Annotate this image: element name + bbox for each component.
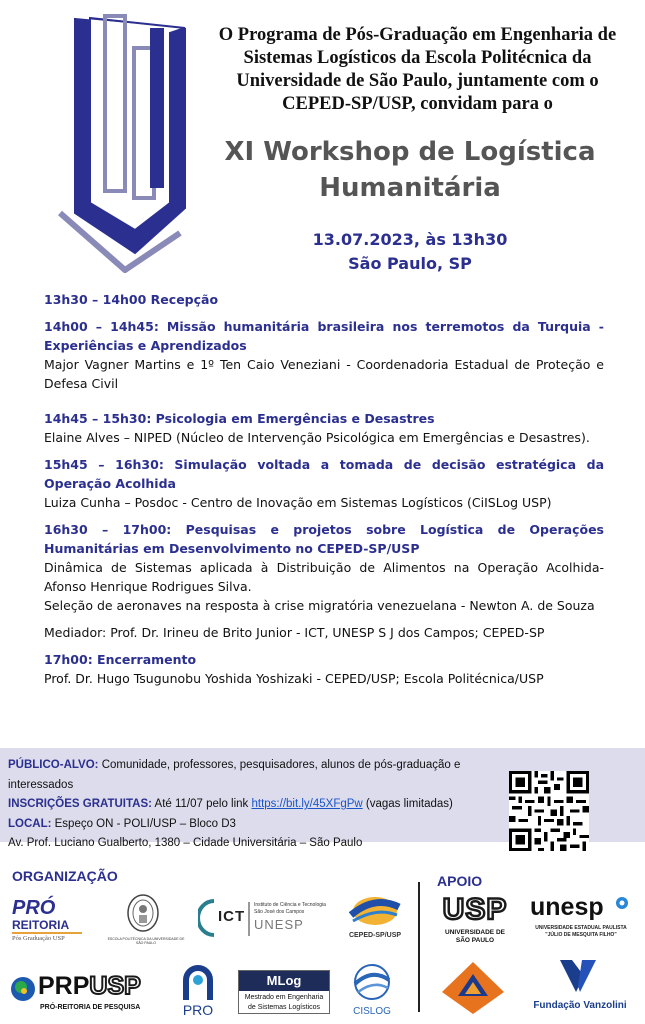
mlog-mark: MLog (239, 971, 329, 991)
program-item-speaker: Elaine Alves – NIPED (Núcleo de Intervenção Psicológica em Emergências e Desastres). (44, 430, 590, 445)
ict-separator (248, 902, 250, 936)
unesp-logo (528, 893, 634, 943)
unesp-star-icon (614, 895, 630, 911)
program-item-2 (44, 409, 604, 447)
program-schedule (44, 290, 604, 696)
pro-reitoria-mark: PRÓ (12, 897, 56, 919)
program-mediator: Mediador: Prof. Dr. Irineu de Brito Junior - ICT, UNESP S J dos Campos; CEPED-SP (44, 625, 545, 640)
pro-caption: PRO (182, 1002, 214, 1018)
ict-text1: Instituto de Ciência e Tecnologia (254, 902, 326, 908)
fundacao-vanzolini-logo (524, 958, 636, 1018)
cislog-caption: CISLOG (353, 1006, 391, 1017)
registration-note: (vagas limitadas) (362, 798, 453, 810)
audience-label: PÚBLICO-ALVO: (8, 759, 99, 771)
cislog-globe-icon (350, 962, 394, 1004)
prp-mark-prp: PRP (38, 972, 90, 1000)
ceped-logo (340, 893, 410, 945)
program-item-3 (44, 455, 604, 512)
unesp-caption1: UNIVERSIDADE ESTADUAL PAULISTA (535, 925, 627, 931)
ict-unesp-logo (198, 898, 330, 942)
program-item-speaker: Major Vagner Martins e 1º Ten Caio Veneziani - Coordenadoria Estadual de Proteção e Defesa Civil (44, 357, 604, 391)
pro-reitoria-pos-graduacao-logo (12, 898, 92, 950)
info-band (0, 748, 645, 849)
program-item-talk: Dinâmica de Sistemas aplicada à Distribuição de Alimentos na Operação Acolhida- Afonso Henrique Rodrigues Silva. (44, 560, 604, 594)
event-title-line1: XI Workshop de Logística (224, 137, 596, 167)
mlog-logo (238, 970, 330, 1014)
mlog-caption2: de Sistemas Logísticos (248, 1004, 320, 1011)
program-item-head: 13h30 – 14h00 Recepção (44, 292, 219, 307)
unesp-caption2: "JÚLIO DE MESQUITA FILHO" (545, 932, 617, 938)
program-item-1 (44, 317, 604, 393)
event-title-line2: Humanitária (319, 173, 501, 203)
defesa-civil-logo (440, 960, 506, 1016)
ict-bracket-icon (198, 898, 218, 938)
invitation-text: O Programa de Pós-Graduação em Engenharia de Sistemas Logísticos da Escola Politécnica da Universidade de São Paulo, juntamente com o CEPED-SP/USP, convidam para o (218, 25, 617, 114)
ict-mark: ICT (218, 908, 246, 925)
usp-logo (436, 895, 514, 947)
program-item-4 (44, 520, 604, 615)
registration-qr-code[interactable] (509, 771, 589, 851)
location-text: Espeço ON - POLI/USP – Bloco D3 (51, 817, 236, 830)
pro-reitoria-caption: Pós Graduação USP (12, 932, 82, 943)
workshop-hand-logo (30, 8, 190, 273)
unesp-mark: unesp (530, 893, 604, 921)
program-item-talk: Seleção de aeronaves na resposta à crise migratória venezuelana - Newton A. de Souza (44, 598, 595, 613)
audience-line (8, 756, 508, 795)
registration-link[interactable]: https://bit.ly/45XFgPw (251, 798, 363, 810)
program-item-reception (44, 290, 604, 309)
event-title (200, 134, 620, 206)
poli-caption: ESCOLA POLITÉCNICA DA UNIVERSIDADE DE SÃO PAULO (107, 937, 185, 945)
audience-text: Comunidade, professores, pesquisadores, alunos de pós-graduação e interessados (8, 759, 461, 791)
ceped-swoosh-icon (345, 893, 405, 929)
ict-text3: UNESP (254, 917, 304, 932)
address-line: Av. Prof. Luciano Gualberto, 1380 – Cidade Universitária – São Paulo (8, 837, 363, 849)
escola-politecnica-logo (106, 893, 184, 947)
pro-logo (174, 962, 222, 1020)
ict-text2: São José dos Campos (254, 909, 305, 915)
registration-text: Até 11/07 pelo link (151, 798, 252, 810)
footer-divider (418, 882, 420, 1012)
poli-seal-icon (126, 893, 160, 933)
prp-usp-logo (10, 970, 156, 1016)
vanzolini-v-icon (558, 958, 598, 994)
usp-mark: USP (442, 893, 508, 926)
pro-reitoria-subtitle: REITORIA (12, 918, 70, 932)
organization-label: ORGANIZAÇÃO (12, 868, 118, 884)
prp-swirl-icon (10, 974, 36, 1004)
program-item-closing (44, 650, 604, 688)
usp-caption1: UNIVERSIDADE DE (445, 929, 505, 936)
event-city: São Paulo, SP (348, 254, 472, 273)
civil-defense-icon (440, 960, 506, 1016)
support-label: APOIO (437, 873, 483, 889)
program-item-head: 16h30 – 17h00: Pesquisas e projetos sobre Logística de Operações Humanitárias em Desenvolvimento no CEPED-SP/USP (44, 522, 604, 556)
program-item-speaker: Prof. Dr. Hugo Tsugunobu Yoshida Yoshizaki - CEPED/USP; Escola Politécnica/USP (44, 671, 544, 686)
event-info (8, 756, 508, 854)
location-line (8, 815, 508, 835)
prp-caption: PRÓ-REITORIA DE PESQUISA (40, 1004, 141, 1011)
event-date: 13.07.2023, às 13h30 (312, 230, 508, 249)
program-item-head: 15h45 – 16h30: Simulação voltada a tomada de decisão estratégica da Operação Acolhida (44, 457, 604, 491)
prp-mark-usp: USP (89, 972, 141, 1000)
vanzolini-caption: Fundação Vanzolini (533, 1000, 627, 1011)
prp-mark (38, 972, 141, 1000)
pro-arc-icon (178, 962, 218, 1002)
registration-line (8, 795, 508, 815)
program-item-head: 17h00: Encerramento (44, 652, 197, 667)
mlog-caption1: Mestrado em Engenharia (244, 994, 324, 1001)
program-item-head: 14h00 – 14h45: Missão humanitária brasileira nos terremotos da Turquia - Experiências e Aprendizados (44, 319, 604, 353)
program-item-head: 14h45 – 15h30: Psicologia em Emergências e Desastres (44, 411, 435, 426)
ceped-caption: CEPED-SP/USP (348, 932, 402, 939)
location-label: LOCAL: (8, 817, 52, 830)
registration-label: INSCRIÇÕES GRATUITAS: (8, 798, 152, 810)
usp-caption2: SÃO PAULO (455, 937, 495, 944)
program-item-speaker: Luiza Cunha – Posdoc - Centro de Inovação em Sistemas Logísticos (CiISLog USP) (44, 495, 552, 510)
cislog-logo (344, 962, 400, 1020)
